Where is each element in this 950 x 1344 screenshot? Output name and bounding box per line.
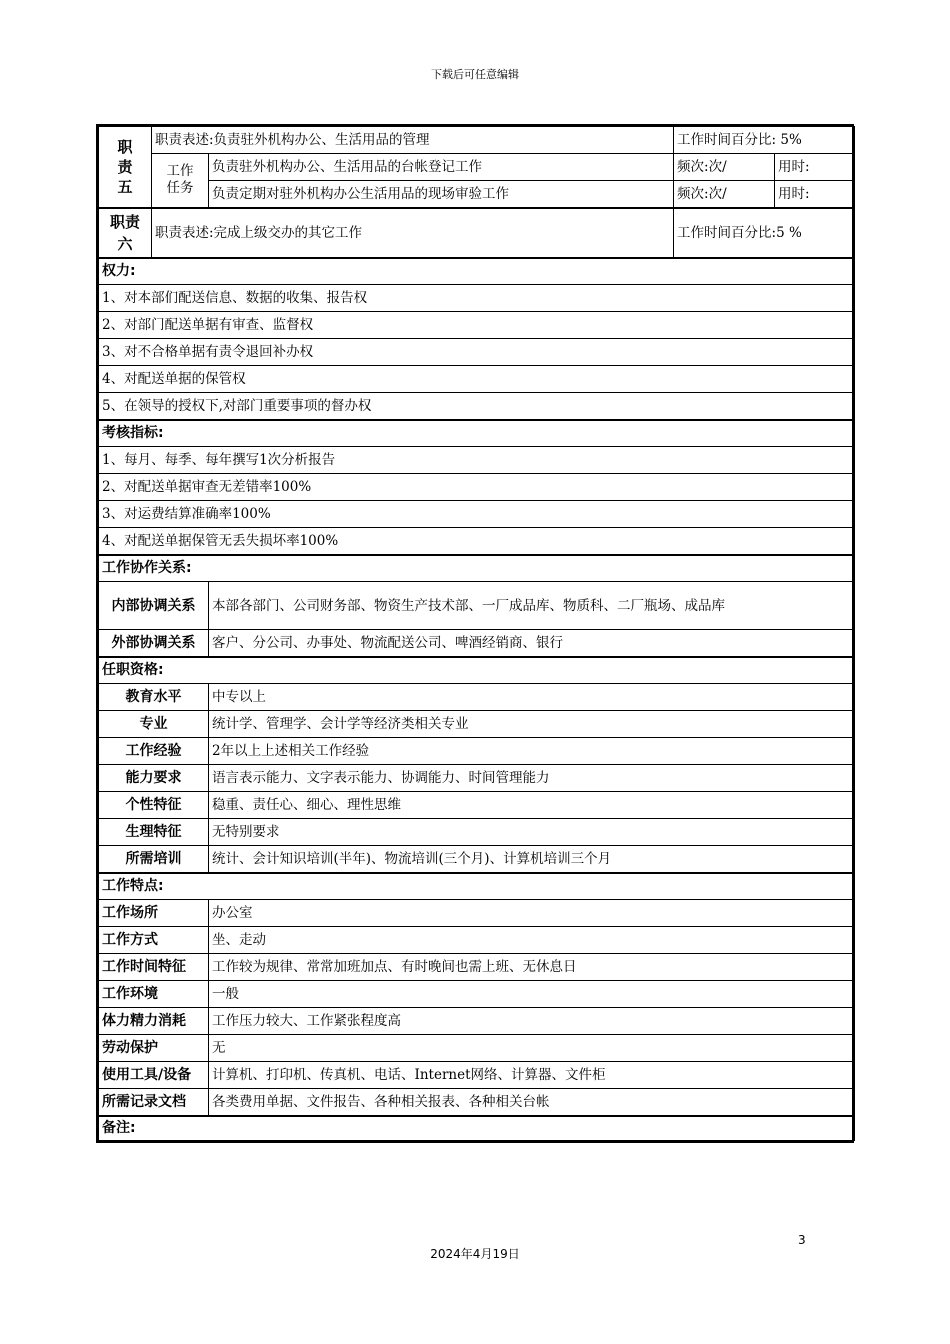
qualification-value: 中专以上	[209, 684, 855, 711]
duty5-time-percent: 工作时间百分比: 5%	[674, 127, 855, 154]
feature-label: 工作环境	[99, 981, 209, 1008]
qualification-label: 所需培训	[99, 846, 209, 873]
duty5-task-2-time: 用时:	[775, 181, 855, 208]
feature-label: 使用工具/设备	[99, 1062, 209, 1089]
external-relations-value: 客户、分公司、办事处、物流配送公司、啤酒经销商、银行	[209, 630, 855, 657]
internal-relations-label: 内部协调关系	[99, 582, 209, 630]
duty5-label: 职责五	[99, 127, 152, 208]
qualification-value: 2年以上上述相关工作经验	[209, 738, 855, 765]
relations-section-title: 工作协作关系:	[99, 555, 855, 582]
feature-value: 工作较为规律、常常加班加点、有时晚间也需上班、无休息日	[209, 954, 855, 981]
duty6-label: 职责六	[99, 208, 152, 258]
feature-value: 计算机、打印机、传真机、电话、Internet网络、计算器、文件柜	[209, 1062, 855, 1089]
page-header: 下载后可任意编辑	[431, 68, 519, 81]
duty5-task-1-time: 用时:	[775, 154, 855, 181]
duty5-task-1-frequency: 频次:次/	[674, 154, 775, 181]
job-description-table	[96, 124, 854, 1143]
kpi-item: 2、对配送单据审查无差错率100%	[99, 474, 855, 501]
feature-value: 各类费用单据、文件报告、各种相关报表、各种相关台帐	[209, 1089, 855, 1116]
feature-value: 一般	[209, 981, 855, 1008]
feature-value: 坐、走动	[209, 927, 855, 954]
power-item: 1、对本部们配送信息、数据的收集、报告权	[99, 285, 855, 312]
feature-label: 工作场所	[99, 900, 209, 927]
feature-value: 无	[209, 1035, 855, 1062]
feature-value: 工作压力较大、工作紧张程度高	[209, 1008, 855, 1035]
external-relations-label: 外部协调关系	[99, 630, 209, 657]
power-item: 5、在领导的授权下,对部门重要事项的督办权	[99, 393, 855, 420]
duty5-task-2: 负责定期对驻外机构办公生活用品的现场审验工作	[209, 181, 674, 208]
qualification-label: 工作经验	[99, 738, 209, 765]
kpi-item: 3、对运费结算准确率100%	[99, 501, 855, 528]
feature-value: 办公室	[209, 900, 855, 927]
qualification-label: 生理特征	[99, 819, 209, 846]
internal-relations-value: 本部各部门、公司财务部、物资生产技术部、一厂成品库、物质科、二厂瓶场、成品库	[209, 582, 855, 630]
power-item: 2、对部门配送单据有审查、监督权	[99, 312, 855, 339]
qualification-label: 能力要求	[99, 765, 209, 792]
qualification-value: 统计学、管理学、会计学等经济类相关专业	[209, 711, 855, 738]
kpi-item: 1、每月、每季、每年撰写1次分析报告	[99, 447, 855, 474]
power-item: 4、对配送单据的保管权	[99, 366, 855, 393]
footer-date: 2024年4月19日	[430, 1247, 520, 1261]
features-section-title: 工作特点:	[99, 873, 855, 900]
feature-label: 劳动保护	[99, 1035, 209, 1062]
kpi-section-title: 考核指标:	[99, 420, 855, 447]
qualification-value: 统计、会计知识培训(半年)、物流培训(三个月)、计算机培训三个月	[209, 846, 855, 873]
qualification-label: 专业	[99, 711, 209, 738]
notes-section-title: 备注:	[99, 1116, 855, 1141]
feature-label: 所需记录文档	[99, 1089, 209, 1116]
duty6-description: 职责表述:完成上级交办的其它工作	[152, 208, 674, 258]
qualifications-section-title: 任职资格:	[99, 657, 855, 684]
duty6-time-percent: 工作时间百分比:5 %	[674, 208, 855, 258]
qualification-value: 语言表示能力、文字表示能力、协调能力、时间管理能力	[209, 765, 855, 792]
qualification-label: 教育水平	[99, 684, 209, 711]
qualification-label: 个性特征	[99, 792, 209, 819]
feature-label: 工作时间特征	[99, 954, 209, 981]
duty5-task-label: 工作任务	[152, 154, 209, 208]
duty5-task-1: 负责驻外机构办公、生活用品的台帐登记工作	[209, 154, 674, 181]
kpi-item: 4、对配送单据保管无丢失损坏率100%	[99, 528, 855, 555]
feature-label: 工作方式	[99, 927, 209, 954]
qualification-value: 稳重、责任心、细心、理性思维	[209, 792, 855, 819]
page-number: 3	[798, 1233, 806, 1247]
duty5-description: 职责表述:负责驻外机构办公、生活用品的管理	[152, 127, 674, 154]
qualification-value: 无特别要求	[209, 819, 855, 846]
power-section-title: 权力:	[99, 258, 855, 285]
duty5-task-2-frequency: 频次:次/	[674, 181, 775, 208]
feature-label: 体力精力消耗	[99, 1008, 209, 1035]
power-item: 3、对不合格单据有责令退回补办权	[99, 339, 855, 366]
